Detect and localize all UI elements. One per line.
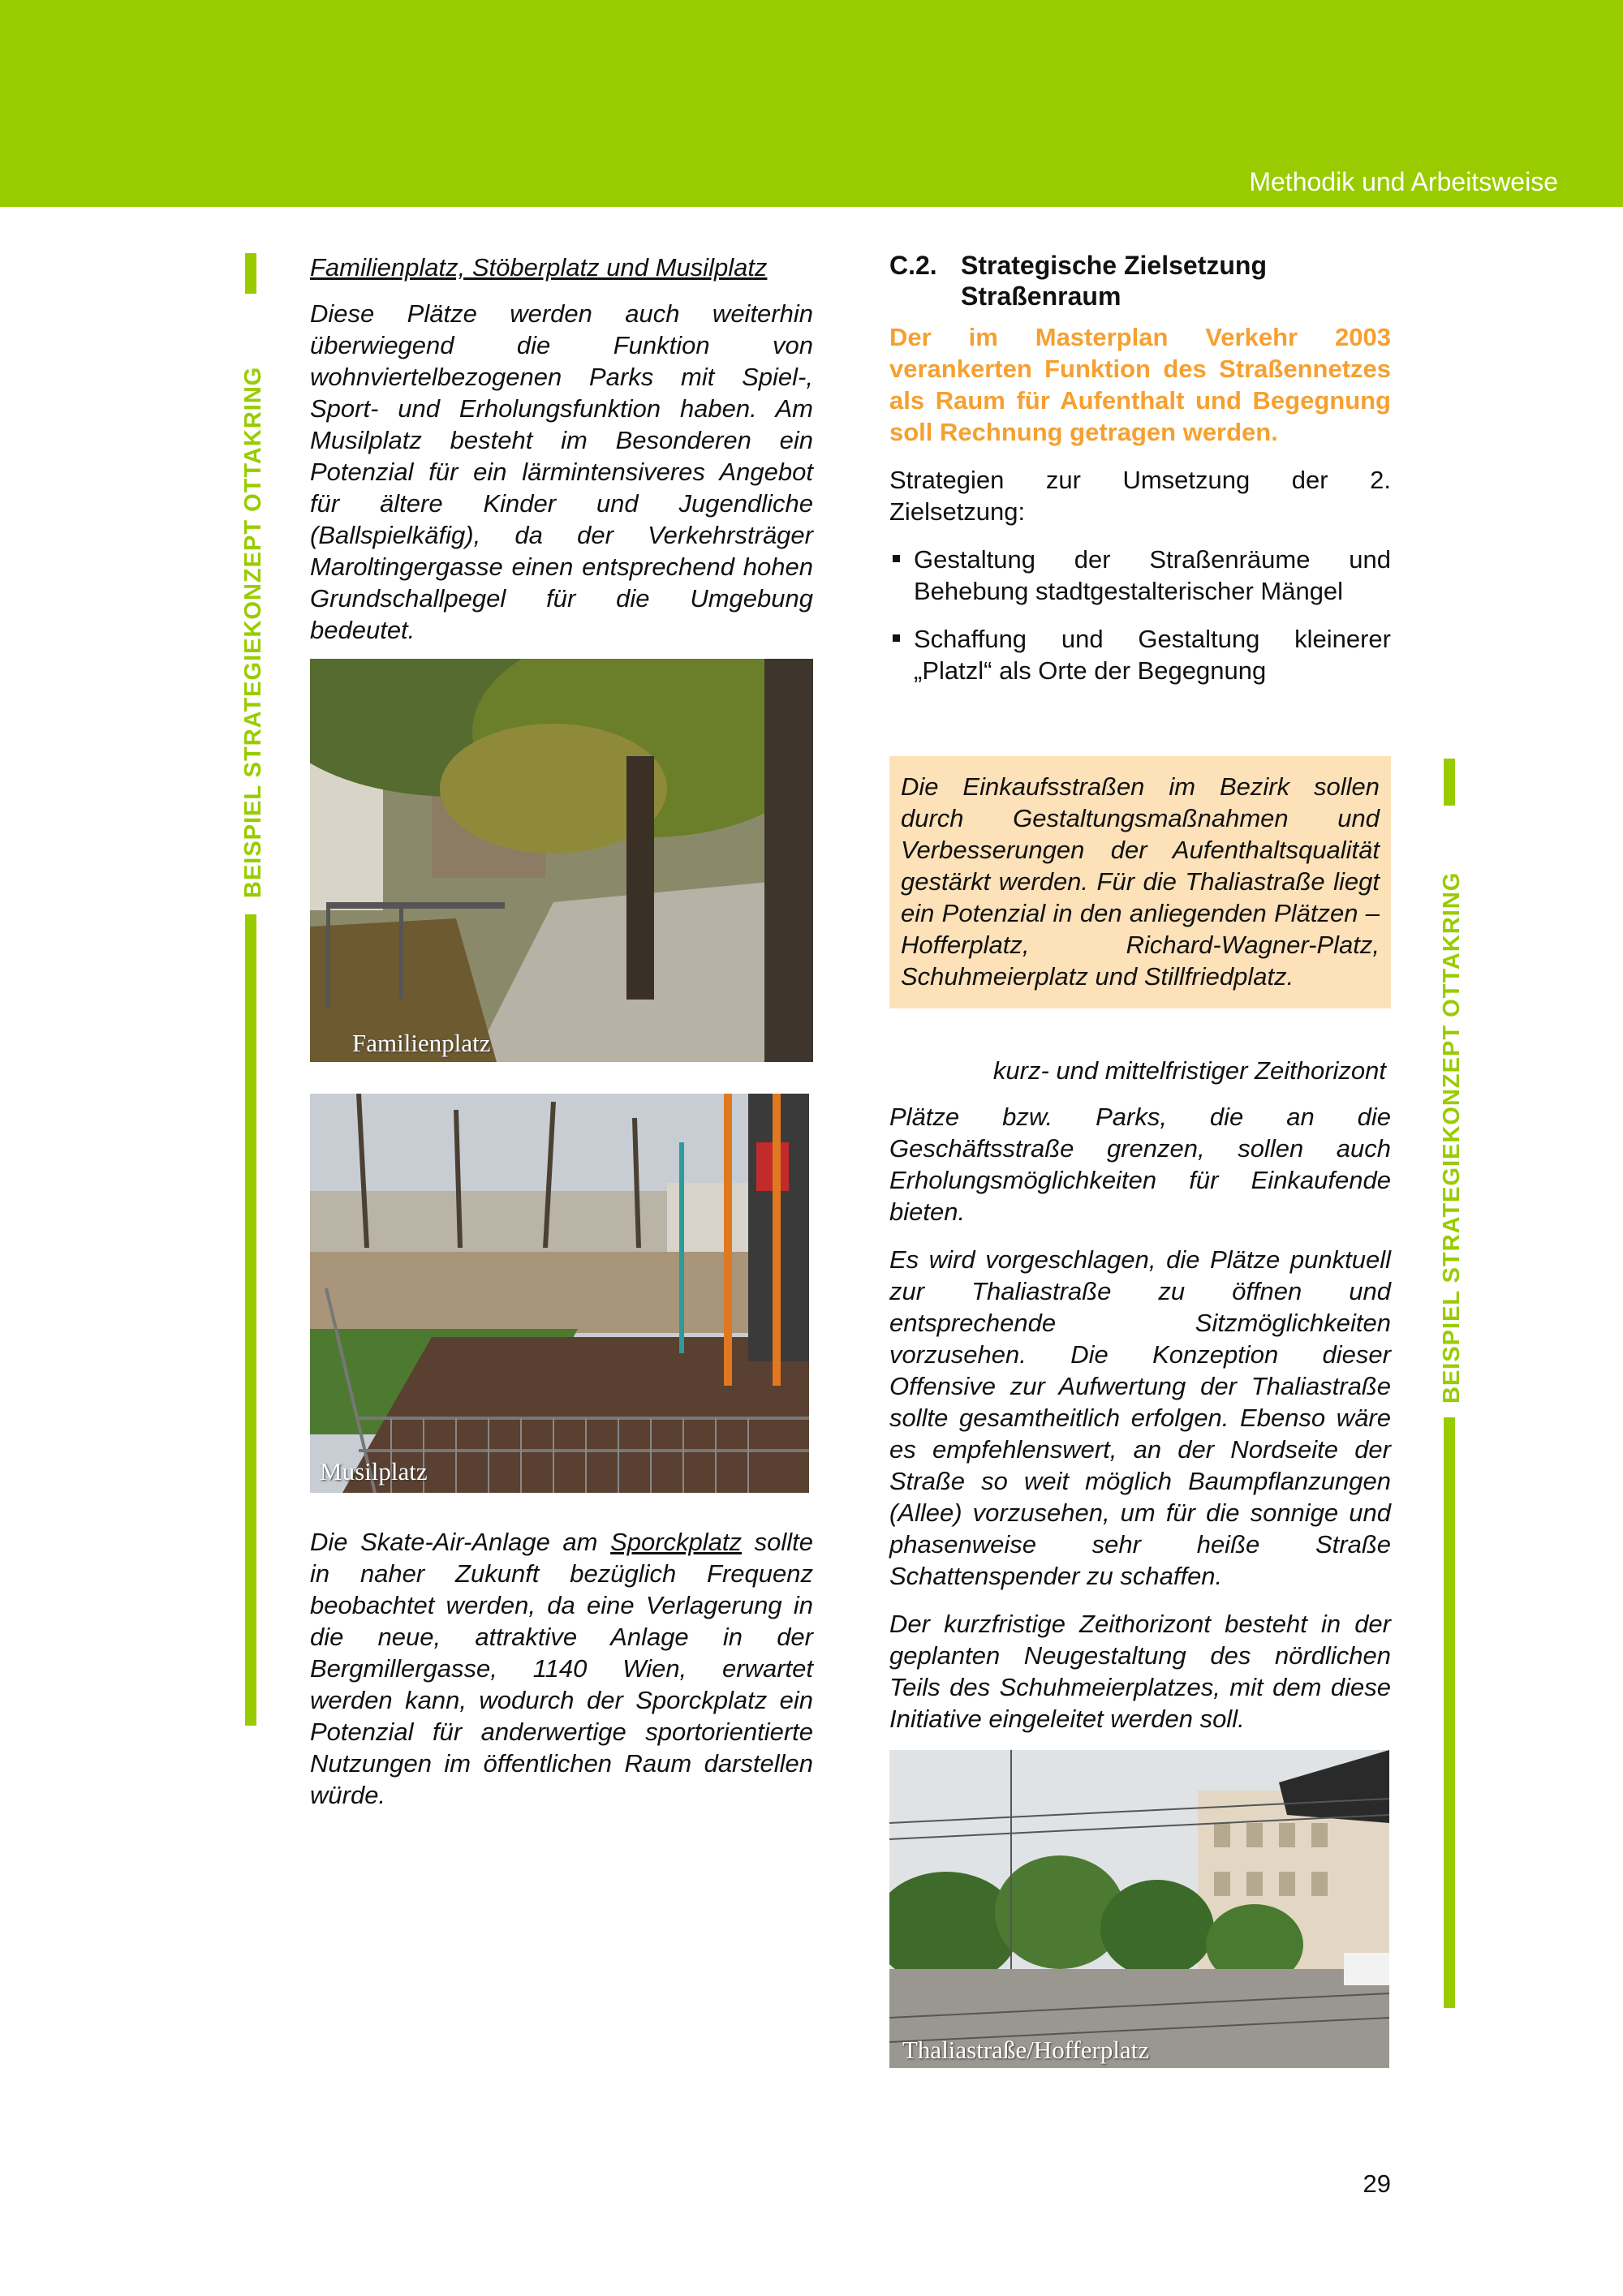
right-paragraph-1: Plätze bzw. Parks, die an die Geschäftsstraße grenzen, sollen auch Erholungsmöglichkeiten für Einkaufende bieten. (889, 1103, 1391, 1226)
side-bar-bottom (245, 914, 256, 1726)
side-label-text: BEISPIEL STRATEGIEKONZEPT OTTAKRING (1439, 871, 1465, 1404)
right-column-lower (889, 1055, 1391, 1735)
bullet-icon (893, 634, 900, 642)
paragraph-text: sollte in naher Zukunft bezüglich Frequenz beobachtet werden, da eine Verlagerung in die neue, attraktive Anlage in der Bergmillergasse, 1140 Wien, erwartet werden kann, wodurch der Sporckplatz ein Potenzial für anderwertige sportorientierte Nutzungen im öffentlichen Raum darstellen würde. (310, 1528, 813, 1809)
right-paragraph-2: Es wird vorgeschlagen, die Plätze punktuell zur Thaliastraße zu öffnen und entsprechende Sitzmöglichkeiten vorzusehen. Die Konzeption dieser Offensive zur Aufwertung der Thaliastraße sollte gesamtheitlich erfolgen. Ebenso wäre es empfehlenswert, an der Nordseite der Straße so weit möglich Baumpflanzungen (Allee) vorzusehen, um für die sonnige und phasenweise sehr heiße Straße Schattenspender zu schaffen. (889, 1245, 1391, 1590)
strategy-list (889, 544, 1391, 686)
left-column-bottom (310, 1526, 813, 1811)
page-number: 29 (1363, 2169, 1391, 2198)
left-column (310, 252, 813, 646)
list-item-text: Gestaltung der Straßenräume und Behebung stadtgestalterischer Mängel (914, 545, 1391, 605)
right-paragraph-3: Der kurzfristige Zeithorizont besteht in der geplanten Neugestaltung des nördlichen Teils des Schuhmeierplatzes, mit dem diese Initiative eingeleitet werden soll. (889, 1610, 1391, 1733)
goal-statement: Der im Masterplan Verkehr 2003 verankerten Funktion des Straßennetzes als Raum für Aufenthalt und Begegnung soll Rechnung getragen werden. (889, 323, 1391, 446)
side-label-left (240, 253, 266, 1795)
side-bar-top (1444, 759, 1455, 806)
photo-familienplatz (310, 659, 813, 1062)
side-label-right (1439, 759, 1465, 2065)
time-horizon: kurz- und mittelfristiger Zeithorizont (992, 1056, 1386, 1085)
paragraph-text: Die Skate-Air-Anlage am (310, 1528, 611, 1556)
side-bar-bottom (1444, 1417, 1455, 2008)
right-column (889, 250, 1391, 686)
photo-musilplatz-image (310, 1094, 809, 1493)
bullet-icon (893, 555, 900, 562)
side-bar-top (245, 253, 256, 294)
photo-thaliastrasse (889, 1750, 1389, 2068)
photo-thaliastrasse-image (889, 1750, 1389, 2068)
strategies-intro: Strategien zur Umsetzung der 2. Zielsetzung: (889, 466, 1391, 526)
note-text: Die Einkaufsstraßen im Bezirk sollen durch Gestaltungsmaßnahmen und Verbesserungen der Aufenthaltsqualität gestärkt werden. Für die Thaliastraße liegt ein Potenzial in den anliegenden Plätzen – Hofferplatz, Richard-Wagner-Platz, Schuhmeierplatz und Stillfriedplatz. (901, 772, 1380, 991)
photo-caption: Familienplatz (352, 1029, 491, 1057)
heading-line-1: Strategische Zielsetzung (961, 251, 1267, 280)
note-box (889, 756, 1391, 1008)
left-subheading: Familienplatz, Stöberplatz und Musilplatz (310, 253, 768, 282)
left-paragraph-2 (310, 1526, 813, 1811)
sporckplatz-link: Sporckplatz (610, 1528, 743, 1556)
photo-caption: Musilplatz (320, 1457, 428, 1486)
left-paragraph-1: Diese Plätze werden auch weiterhin überwiegend die Funktion von wohnviertelbezogenen Parks mit Spiel-, Sport- und Erholungsfunktion haben. Am Musilplatz besteht im Besonderen ein Potenzial für ein lärmintensiveres Angebot für ältere Kinder und Jugendliche (Ballspielkäfig), da der Verkehrsträger Maroltingergasse einen entsprechend hohen Grundschallpegel für die Umgebung bedeutet. (310, 299, 813, 644)
list-item (889, 623, 1391, 686)
heading-line-2: Straßenraum (961, 282, 1121, 311)
list-item-text: Schaffung und Gestaltung kleinerer „Platzl“ als Orte der Begegnung (914, 625, 1391, 685)
photo-caption: Thaliastraße/Hofferplatz (902, 2036, 1150, 2064)
list-item (889, 544, 1391, 607)
photo-familienplatz-image (310, 659, 813, 1062)
heading-number: C.2. (889, 251, 937, 280)
section-title: Methodik und Arbeitsweise (1249, 167, 1558, 196)
section-heading (889, 250, 1391, 312)
photo-musilplatz (310, 1094, 809, 1493)
side-label-text: BEISPIEL STRATEGIEKONZEPT OTTAKRING (240, 366, 266, 898)
